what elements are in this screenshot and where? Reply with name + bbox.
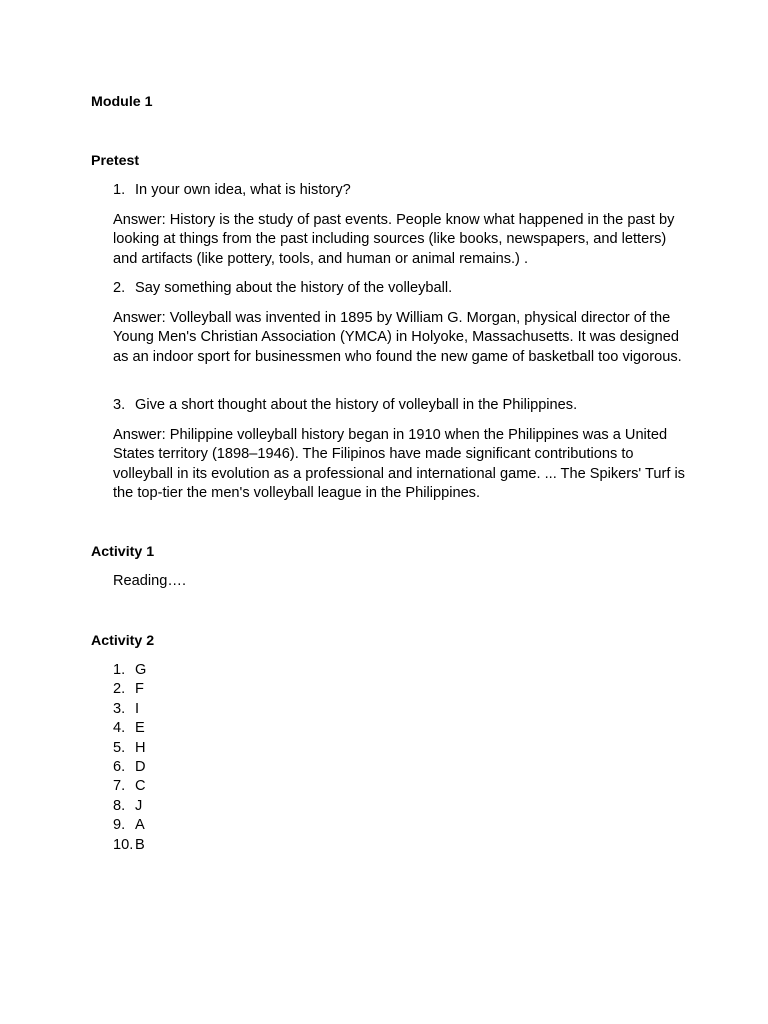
list-item xyxy=(113,758,146,777)
question-number: 1. xyxy=(113,182,126,198)
pretest-question-1 xyxy=(113,181,693,200)
list-item xyxy=(113,836,146,855)
pretest-question-2 xyxy=(113,279,693,298)
list-item xyxy=(113,739,146,758)
item-number: 1. xyxy=(113,662,126,678)
item-letter: B xyxy=(135,836,145,853)
item-letter: F xyxy=(135,681,144,698)
item-number: 6. xyxy=(113,758,126,775)
item-number: 10. xyxy=(113,836,134,853)
list-item xyxy=(113,680,146,699)
item-number: 9. xyxy=(113,817,126,834)
question-text: Give a short thought about the history of volleyball in the Philippines. xyxy=(135,397,578,413)
item-letter: H xyxy=(135,739,146,756)
pretest-answer-3: Answer: Philippine volleyball history began in 1910 when the Philippines was a United States territory (1898–1946). The Filipinos have made significant contributions to volleyball in its evolution as a professional and international game. ... The Spikers' Turf is the top-tier the men's volleyball league in the Philippines. xyxy=(113,427,685,502)
item-number: 3. xyxy=(113,700,126,717)
activity1-heading: Activity 1 xyxy=(91,544,155,560)
module-title: Module 1 xyxy=(91,94,153,110)
item-letter: J xyxy=(135,797,143,814)
item-letter: E xyxy=(135,720,145,737)
item-number: 2. xyxy=(113,681,126,698)
pretest-answer-1: Answer: History is the study of past events. People know what happened in the past by looking at things from the past including sources (like books, newspapers, and letters) and artifacts (like pottery, tools, and human or animal remains.) . xyxy=(113,212,675,267)
item-letter: I xyxy=(135,700,140,717)
item-letter: A xyxy=(135,817,145,834)
activity2-answer-list xyxy=(113,661,146,855)
item-letter: C xyxy=(135,778,146,795)
activity1-text: Reading…. xyxy=(113,573,187,589)
item-number: 5. xyxy=(113,739,126,756)
list-item xyxy=(113,661,146,680)
list-item xyxy=(113,719,146,738)
question-number: 2. xyxy=(113,280,126,296)
item-number: 7. xyxy=(113,778,126,795)
pretest-heading: Pretest xyxy=(91,153,140,169)
list-item xyxy=(113,797,146,816)
item-letter: D xyxy=(135,758,146,775)
item-number: 4. xyxy=(113,720,126,737)
list-item xyxy=(113,777,146,796)
pretest-answer-2: Answer: Volleyball was invented in 1895 by William G. Morgan, physical director of the Young Men's Christian Association (YMCA) in Holyoke, Massachusetts. It was designed as an indoor sport for businessmen who found the new game of basketball too vigorous. xyxy=(113,310,682,365)
question-text: Say something about the history of the volleyball. xyxy=(135,280,453,296)
activity2-heading: Activity 2 xyxy=(91,633,155,649)
item-letter: G xyxy=(135,662,147,678)
item-number: 8. xyxy=(113,797,126,814)
list-item xyxy=(113,816,146,835)
question-number: 3. xyxy=(113,397,126,413)
list-item xyxy=(113,700,146,719)
question-text: In your own idea, what is history? xyxy=(135,182,351,198)
pretest-question-3 xyxy=(113,396,693,415)
